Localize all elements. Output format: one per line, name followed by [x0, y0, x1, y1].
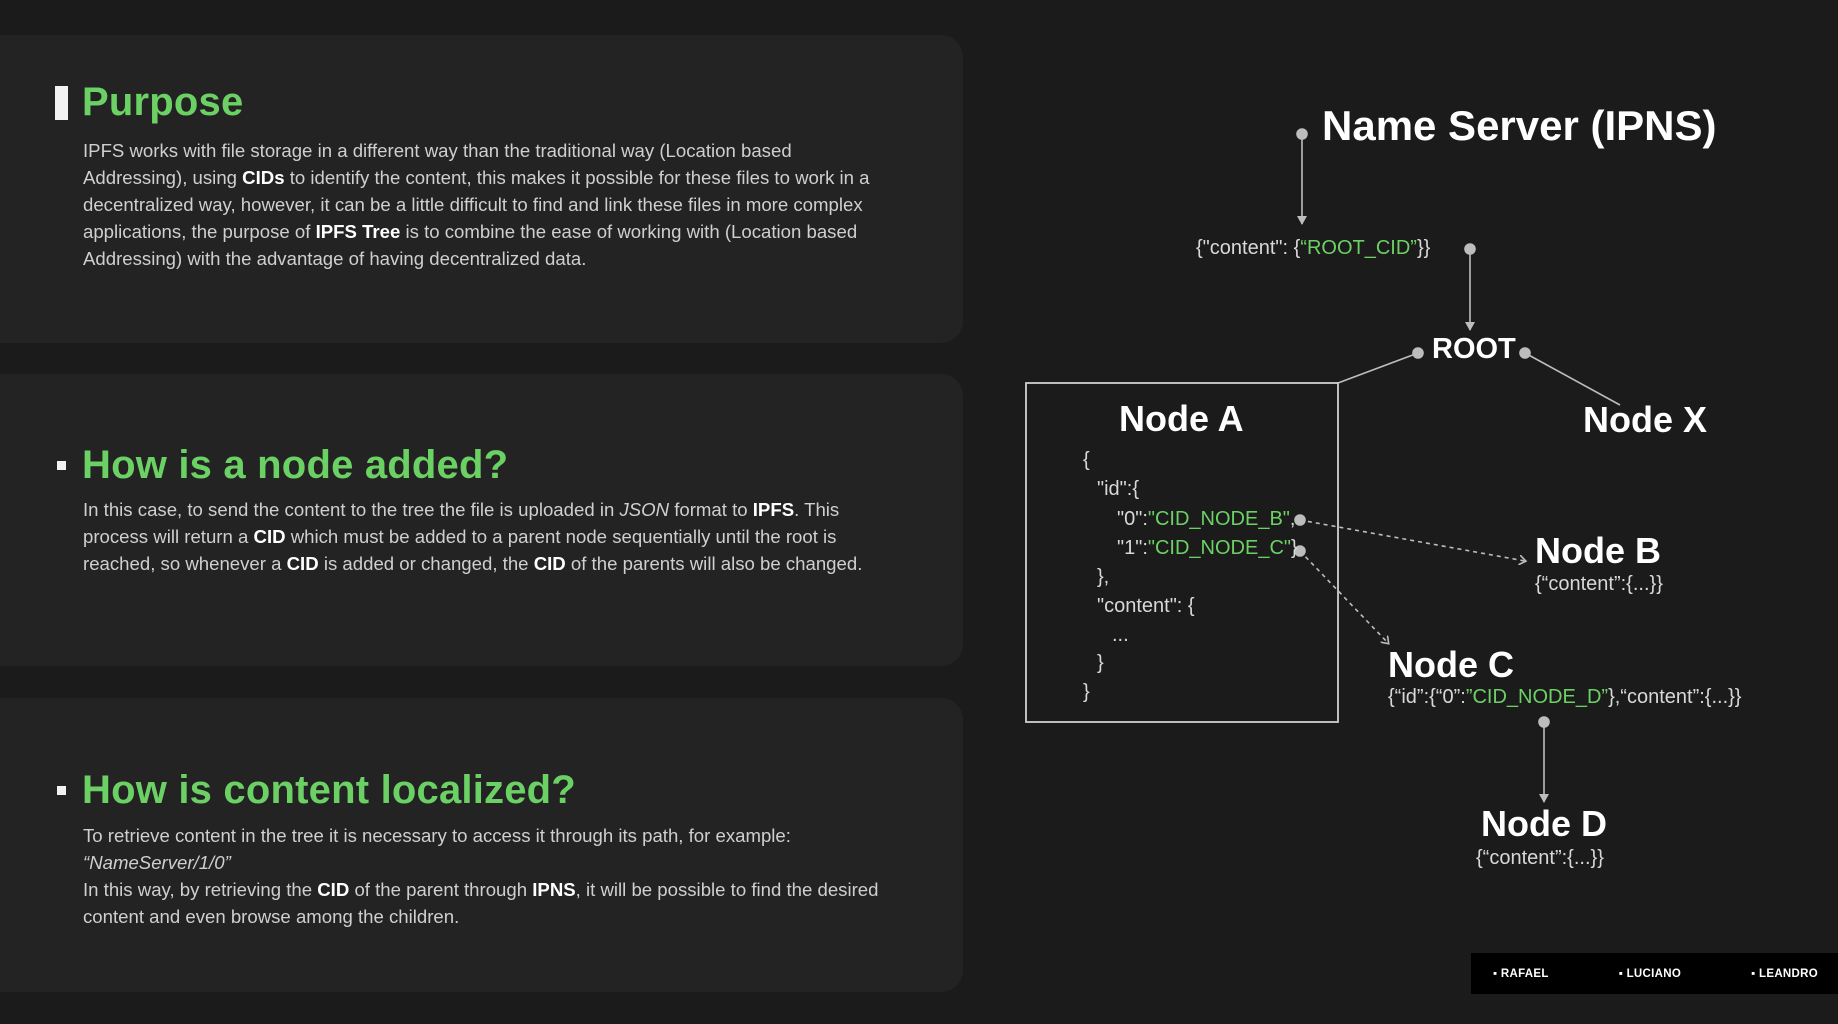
text-run: format to [669, 499, 753, 520]
name-server-label: Name Server (IPNS) [1322, 102, 1717, 149]
ns-dot [1297, 129, 1307, 139]
content-dot [1465, 244, 1475, 254]
text-run: To retrieve content in the tree it is necessary to access it through its path, for example: [83, 825, 791, 846]
node-a-line-7: ... [1112, 624, 1129, 646]
text-run: to identify the content, this makes it possible for these files to work in a decentralized way, however, it can be a little difficult to find and link these files in more complex applications, the purpose of [83, 167, 870, 242]
node-d-title: Node D [1481, 803, 1607, 844]
bold-term: CID [317, 879, 350, 900]
text-run: is added or changed, the [318, 553, 534, 574]
bold-term: CIDs [242, 167, 285, 188]
cid-b-dashed-arrow [1300, 520, 1525, 561]
section-title: How is a node added? [82, 443, 509, 487]
bold-term: CID [533, 553, 566, 574]
node-a-line-3: "0":"CID_NODE_B", [1117, 508, 1296, 530]
text-run: of the parents will also be changed. [565, 553, 863, 574]
node-a-line-2: "id":{ [1097, 478, 1140, 500]
italic-term: JSON [619, 499, 670, 520]
bold-term: IPNS [532, 879, 576, 900]
author-name: ▪ LEANDRO [1751, 967, 1818, 980]
text-run: is to combine the ease of working with (Location based Addressing) with the advantage of having decentralized data. [83, 221, 858, 269]
author-name: ▪ RAFAEL [1493, 967, 1549, 980]
node-x-label: Node X [1583, 399, 1708, 440]
node-a-line-5: }, [1097, 566, 1110, 588]
italic-term: “NameServer/1/0” [83, 852, 231, 873]
cid-c-dashed-arrow [1300, 551, 1388, 643]
node-a-line-6: "content": { [1097, 595, 1195, 617]
text-run: IPFS works with file storage in a different way than the traditional way (Location based Addressing), using [83, 140, 792, 188]
text-run: which must be added to a parent node sequentially until the root is reached, so whenever a [83, 526, 837, 574]
root-label: ROOT [1432, 333, 1516, 365]
bold-term: IPFS Tree [315, 221, 401, 242]
node-b-content: {“content”:{...}} [1535, 573, 1663, 595]
text-run: of the parent through [349, 879, 533, 900]
section-title: How is content localized? [82, 768, 576, 812]
node-c-title: Node C [1388, 644, 1514, 685]
text-run: . This process will return a [83, 499, 840, 547]
node-a-line-9: } [1083, 681, 1090, 703]
node-c-content: {“id”:{“0”:”CID_NODE_D”},“content”:{...}} [1388, 686, 1742, 708]
authors-footer [1471, 953, 1838, 994]
node-a-line-1: { [1083, 449, 1090, 471]
bold-term: CID [253, 526, 286, 547]
text-run: In this case, to send the content to the tree the file is uploaded in [83, 499, 620, 520]
root-to-node-x-line [1525, 353, 1620, 405]
node-a-title: Node A [1119, 398, 1244, 439]
section-title: Purpose [82, 80, 244, 124]
author-name: ▪ LUCIANO [1618, 967, 1682, 980]
root-to-node-a-line [1338, 353, 1418, 383]
node-b-title: Node B [1535, 530, 1661, 571]
ns-content-text: {"content": {“ROOT_CID”}} [1196, 237, 1431, 259]
text-run: , it will be possible to find the desired content and even browse among the children. [83, 879, 879, 927]
node-d-content: {“content”:{...}} [1476, 847, 1604, 869]
node-a-line-4: "1":"CID_NODE_C"} [1117, 537, 1298, 559]
node-a-line-8: } [1097, 652, 1104, 674]
text-run: In this way, by retrieving the [83, 879, 318, 900]
bold-term: CID [286, 553, 319, 574]
bold-term: IPFS [752, 499, 795, 520]
